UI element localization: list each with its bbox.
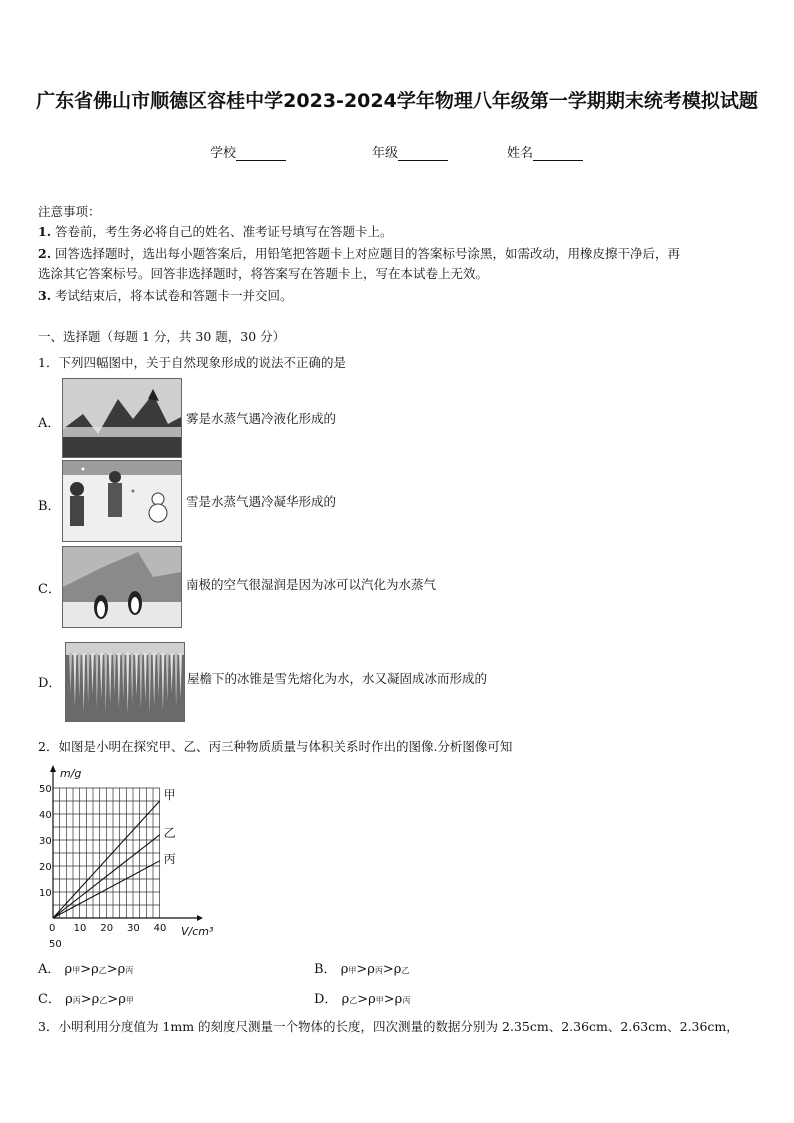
- q1-option-a-text: 雾是水蒸气遇冷液化形成的: [186, 411, 337, 426]
- x-tick-label: 30: [127, 923, 140, 934]
- q1-option-b-text: 雪是水蒸气遇冷凝华形成的: [186, 494, 337, 509]
- icicles-photo: [65, 642, 185, 722]
- substance-subscript: 丙: [72, 996, 81, 1005]
- notice-item-2: 2. 回答选择题时，选出每小题答案后，用铅笔把答题卡上对应题目的答案标号涂黑，如需改动，用橡皮擦干净后，再: [38, 246, 681, 261]
- q3-stem: 3．小明利用分度值为 1mm 的刻度尺测量一个物体的长度，四次测量的数据分别为 2.35cm、2.36cm、2.63cm、2.36cm，: [38, 1019, 739, 1034]
- density-symbol: ρ: [341, 992, 350, 1007]
- chart-grid: [53, 788, 160, 918]
- name-field[interactable]: [507, 142, 583, 161]
- series-label-1: 甲: [163, 788, 176, 802]
- name-label: 姓名: [507, 146, 534, 161]
- grade-blank[interactable]: [398, 148, 448, 161]
- y-tick-label: 50: [39, 784, 52, 795]
- q1-option-d-text: 屋檐下的冰锥是雪先熔化为水，水又凝固成冰而形成的: [187, 671, 488, 686]
- density-symbol: >ρ: [357, 992, 376, 1007]
- density-symbol: >ρ: [106, 962, 126, 977]
- substance-subscript: 丙: [402, 996, 411, 1005]
- origin-label: 0: [49, 923, 56, 934]
- density-symbol: ρ: [340, 962, 349, 977]
- y-axis-arrow: [50, 765, 56, 772]
- section-1-heading: 一、选择题（每题 1 分，共 30 题，30 分）: [38, 329, 286, 344]
- q1-option-c-text: 南极的空气很湿润是因为冰可以汽化为水蒸气: [186, 577, 437, 592]
- x-tick-label: 20: [100, 923, 114, 934]
- x-axis-label: V/cm³: [181, 925, 214, 938]
- density-symbol: >ρ: [382, 962, 402, 977]
- notice-item-1: 1. 答卷前，考生务必将自己的姓名、准考证号填写在答题卡上。: [38, 224, 393, 239]
- substance-subscript: 乙: [349, 996, 358, 1005]
- substance-subscript: 丙: [374, 966, 383, 975]
- q2-option-d[interactable]: [314, 988, 410, 1007]
- snow-children-photo: [62, 460, 182, 542]
- y-tick-label: 30: [39, 836, 52, 847]
- school-label: 学校: [210, 146, 237, 161]
- q2-option-label: A．: [38, 962, 65, 977]
- substance-subscript: 丙: [125, 966, 134, 975]
- grade-field[interactable]: [372, 142, 448, 161]
- q1-option-c-label[interactable]: C．: [38, 582, 61, 597]
- density-symbol: >ρ: [80, 992, 100, 1007]
- school-blank[interactable]: [236, 148, 286, 161]
- mass-volume-chart: [30, 760, 220, 955]
- notice-item-3: 3. 考试结束后，将本试卷和答题卡一并交回。: [38, 288, 293, 303]
- q1-stem: 1．下列四幅图中，关于自然现象形成的说法不正确的是: [38, 355, 346, 370]
- y-tick-label: 40: [39, 810, 52, 821]
- q2-option-label: C．: [38, 992, 66, 1007]
- q1-option-d-label[interactable]: D．: [38, 676, 62, 691]
- density-symbol: >ρ: [80, 962, 99, 977]
- series-label-2: 乙: [163, 825, 176, 840]
- y-tick-label: 20: [39, 862, 52, 873]
- substance-subscript: 甲: [72, 966, 81, 975]
- substance-subscript: 甲: [125, 996, 134, 1005]
- density-symbol: >ρ: [383, 992, 403, 1007]
- grade-label: 年级: [372, 146, 399, 161]
- q1-option-b-label[interactable]: B．: [38, 499, 61, 514]
- q2-option-a[interactable]: [38, 958, 133, 977]
- series-label-3: 丙: [163, 851, 176, 866]
- q2-option-c[interactable]: [38, 988, 134, 1007]
- x-axis-arrow: [197, 915, 203, 921]
- substance-subscript: 乙: [401, 966, 410, 975]
- x-tick-label: 40: [153, 923, 167, 934]
- substance-subscript: 甲: [348, 966, 357, 975]
- density-symbol: ρ: [65, 992, 73, 1007]
- density-symbol: ρ: [64, 962, 73, 977]
- q2-stem: 2．如图是小明在探究甲、乙、丙三种物质质量与体积关系时作出的图像.分析图像可知: [38, 739, 513, 754]
- notice-heading: 注意事项：: [38, 204, 101, 219]
- density-symbol: >ρ: [107, 992, 126, 1007]
- notice-item-2-cont: 选涂其它答案标号。回答非选择题时，将答案写在答题卡上，写在本试卷上无效。: [38, 266, 489, 281]
- q2-option-b[interactable]: [314, 958, 409, 977]
- stray-label: 50: [49, 939, 62, 950]
- antarctic-penguins-photo: [62, 546, 182, 628]
- q2-option-label: D．: [314, 992, 342, 1007]
- substance-subscript: 乙: [98, 966, 107, 975]
- fog-mountain-photo: [62, 378, 182, 458]
- q1-option-a-label[interactable]: A．: [38, 416, 61, 431]
- q2-option-label: B．: [314, 962, 341, 977]
- y-tick-label: 10: [39, 888, 52, 899]
- density-symbol: >ρ: [356, 962, 375, 977]
- substance-subscript: 乙: [99, 996, 108, 1005]
- substance-subscript: 甲: [375, 996, 384, 1005]
- school-field[interactable]: [210, 142, 286, 161]
- y-axis-label: m/g: [60, 767, 82, 780]
- x-tick-label: 10: [73, 923, 87, 934]
- page-title: 广东省佛山市顺德区容桂中学2023-2024学年物理八年级第一学期期末统考模拟试题: [36, 90, 758, 112]
- name-blank[interactable]: [533, 148, 583, 161]
